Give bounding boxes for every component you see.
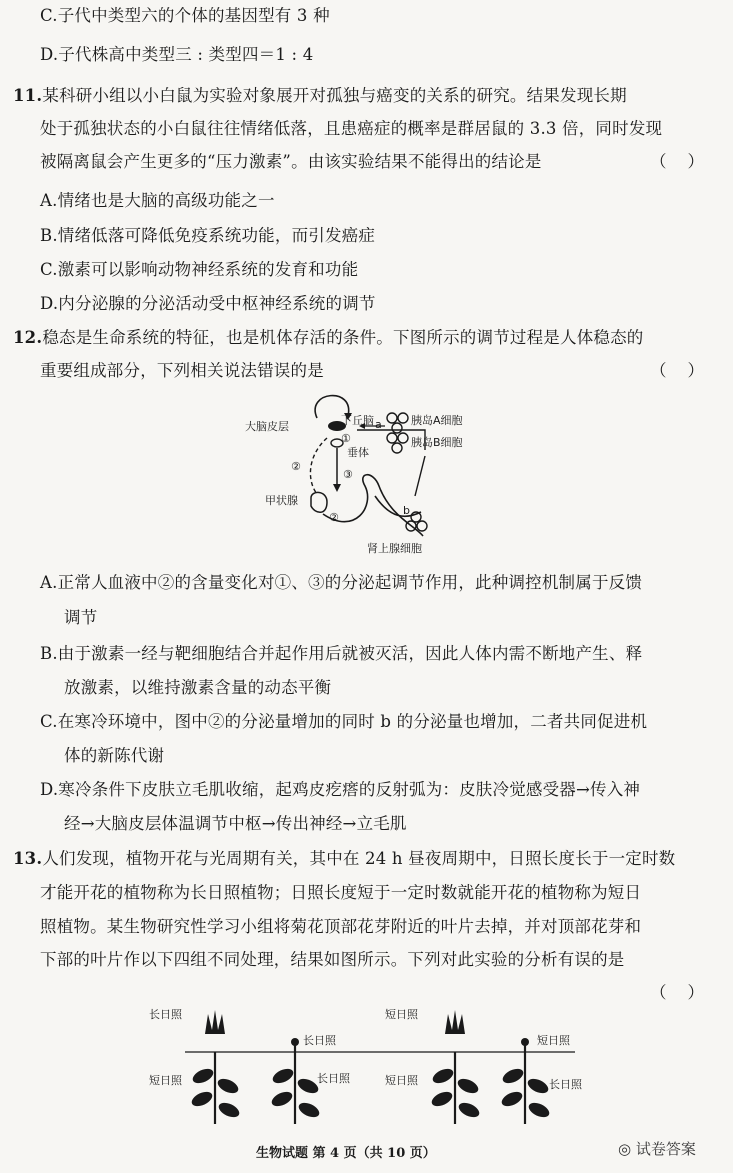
flower-icon (205, 1010, 225, 1034)
plant-group-4 (499, 1038, 551, 1124)
q11-answer-paren: （ ） (650, 152, 704, 171)
label-hypothalamus: 下丘脑 (341, 414, 374, 427)
g2-top-label: 长日照 (303, 1034, 336, 1047)
g4-top-label: 短日照 (537, 1034, 570, 1047)
q12-answer-paren: （ ） (650, 361, 704, 380)
bud-icon (291, 1038, 299, 1046)
wechat-icon: ◎ (618, 1140, 632, 1158)
plant-group-3 (429, 1010, 481, 1124)
q12-option-c-line-1: C.在寒冷环境中，图中②的分泌量增加的同时 b 的分泌量也增加，二者共同促进机 (40, 712, 648, 731)
g1-bottom-label: 短日照 (149, 1074, 182, 1087)
label-thyroid: 甲状腺 (265, 494, 298, 507)
g2-bottom-label: 长日照 (317, 1072, 350, 1085)
flower-icon (445, 1010, 465, 1034)
q11-stem-line-3: 被隔离鼠会产生更多的“压力激素”。由该实验结果不能得出的结论是 (40, 152, 542, 171)
feedback-dashed-arrow (310, 438, 327, 494)
mark-3: ③ (343, 468, 353, 481)
q12-stem-line-1: 12.稳态是生命系统的特征，也是机体存活的条件。下图所示的调节过程是人体稳态的 (13, 328, 644, 347)
q13-stem-line-1: 13.人们发现，植物开花与光周期有关，其中在 24 h 昼夜周期中，日照长度长于一定时数 (13, 849, 676, 868)
q11-stem-line-2: 处于孤独状态的小白鼠往往情绪低落，且患癌症的概率是群居鼠的 3.3 倍，同时发现 (40, 119, 663, 138)
q13-stem-line-4: 下部的叶片作以下四组不同处理，结果如图所示。下列对此实验的分析有误的是 (40, 950, 625, 969)
thyroid-shape (311, 492, 327, 512)
q10-option-c: C.子代中类型六的个体的基因型有 3 种 (40, 6, 330, 25)
q12-option-a-line-1: A.正常人血液中②的含量变化对①、③的分泌起调节作用，此种调控机制属于反馈 (40, 573, 643, 592)
page-footer: 生物试题 第 4 页（共 10 页） (256, 1146, 436, 1161)
islet-cell (387, 413, 397, 423)
bud-icon (521, 1038, 529, 1046)
plant-group-2 (269, 1038, 321, 1124)
g4-bottom-label: 长日照 (549, 1078, 582, 1091)
mark-b: b (403, 504, 410, 517)
label-cortex: 大脑皮层 (245, 420, 289, 433)
label-islet-b: 胰岛B细胞 (411, 436, 463, 449)
q12-stem-line-2: 重要组成部分，下列相关说法错误的是 (40, 361, 324, 380)
q11-stem-line-1: 11.某科研小组以小白鼠为实验对象展开对孤独与癌变的关系的研究。结果发现长期 (13, 86, 627, 105)
q13-stem-line-3: 照植物。某生物研究性学习小组将菊花顶部花芽附近的叶片去掉，并对顶部花芽和 (40, 917, 642, 936)
endocrine-regulation-diagram (245, 386, 505, 556)
q11-option-a: A.情绪也是大脑的高级功能之一 (40, 191, 275, 210)
plant-group-1 (189, 1010, 241, 1124)
watermark: ◎ 试卷答案 (618, 1140, 696, 1158)
q13-answer-paren: （ ） (650, 983, 704, 1002)
q13-stem-line-2: 才能开花的植物称为长日照植物；日照长度短于一定时数就能开花的植物称为短日 (40, 883, 642, 902)
q10-option-d: D.子代株高中类型三 : 类型四＝1 : 4 (40, 45, 314, 64)
g3-bottom-label: 短日照 (385, 1074, 418, 1087)
q12-option-d-line-2: 经→大脑皮层体温调节中枢→传出神经→立毛肌 (64, 814, 407, 833)
mark-2-lower: ② (329, 511, 339, 524)
label-pituitary: 垂体 (347, 446, 369, 459)
mark-a: a (375, 418, 382, 431)
label-islet-a: 胰岛A细胞 (411, 414, 463, 427)
q11-option-c: C.激素可以影响动物神经系统的发育和功能 (40, 260, 359, 279)
mark-1: ① (341, 432, 351, 445)
photoperiod-figure (145, 1004, 595, 1134)
q12-option-d-line-1: D.寒冷条件下皮肤立毛肌收缩，起鸡皮疙瘩的反射弧为：皮肤冷觉感受器→传入神 (40, 780, 641, 799)
label-adrenal: 肾上腺细胞 (367, 542, 422, 555)
q12-option-b-line-1: B.由于激素一经与靶细胞结合并起作用后就被灭活，因此人体内需不断地产生、释 (40, 644, 643, 663)
q11-option-b: B.情绪低落可降低免疫系统功能，而引发癌症 (40, 226, 376, 245)
q12-option-c-line-2: 体的新陈代谢 (64, 746, 165, 765)
q11-option-d: D.内分泌腺的分泌活动受中枢神经系统的调节 (40, 294, 376, 313)
q12-option-a-line-2: 调节 (64, 608, 98, 627)
g3-top-label: 短日照 (385, 1008, 418, 1021)
q12-option-b-line-2: 放激素，以维持激素含量的动态平衡 (64, 678, 332, 697)
mark-2-upper: ② (291, 460, 301, 473)
g1-top-label: 长日照 (149, 1008, 182, 1021)
